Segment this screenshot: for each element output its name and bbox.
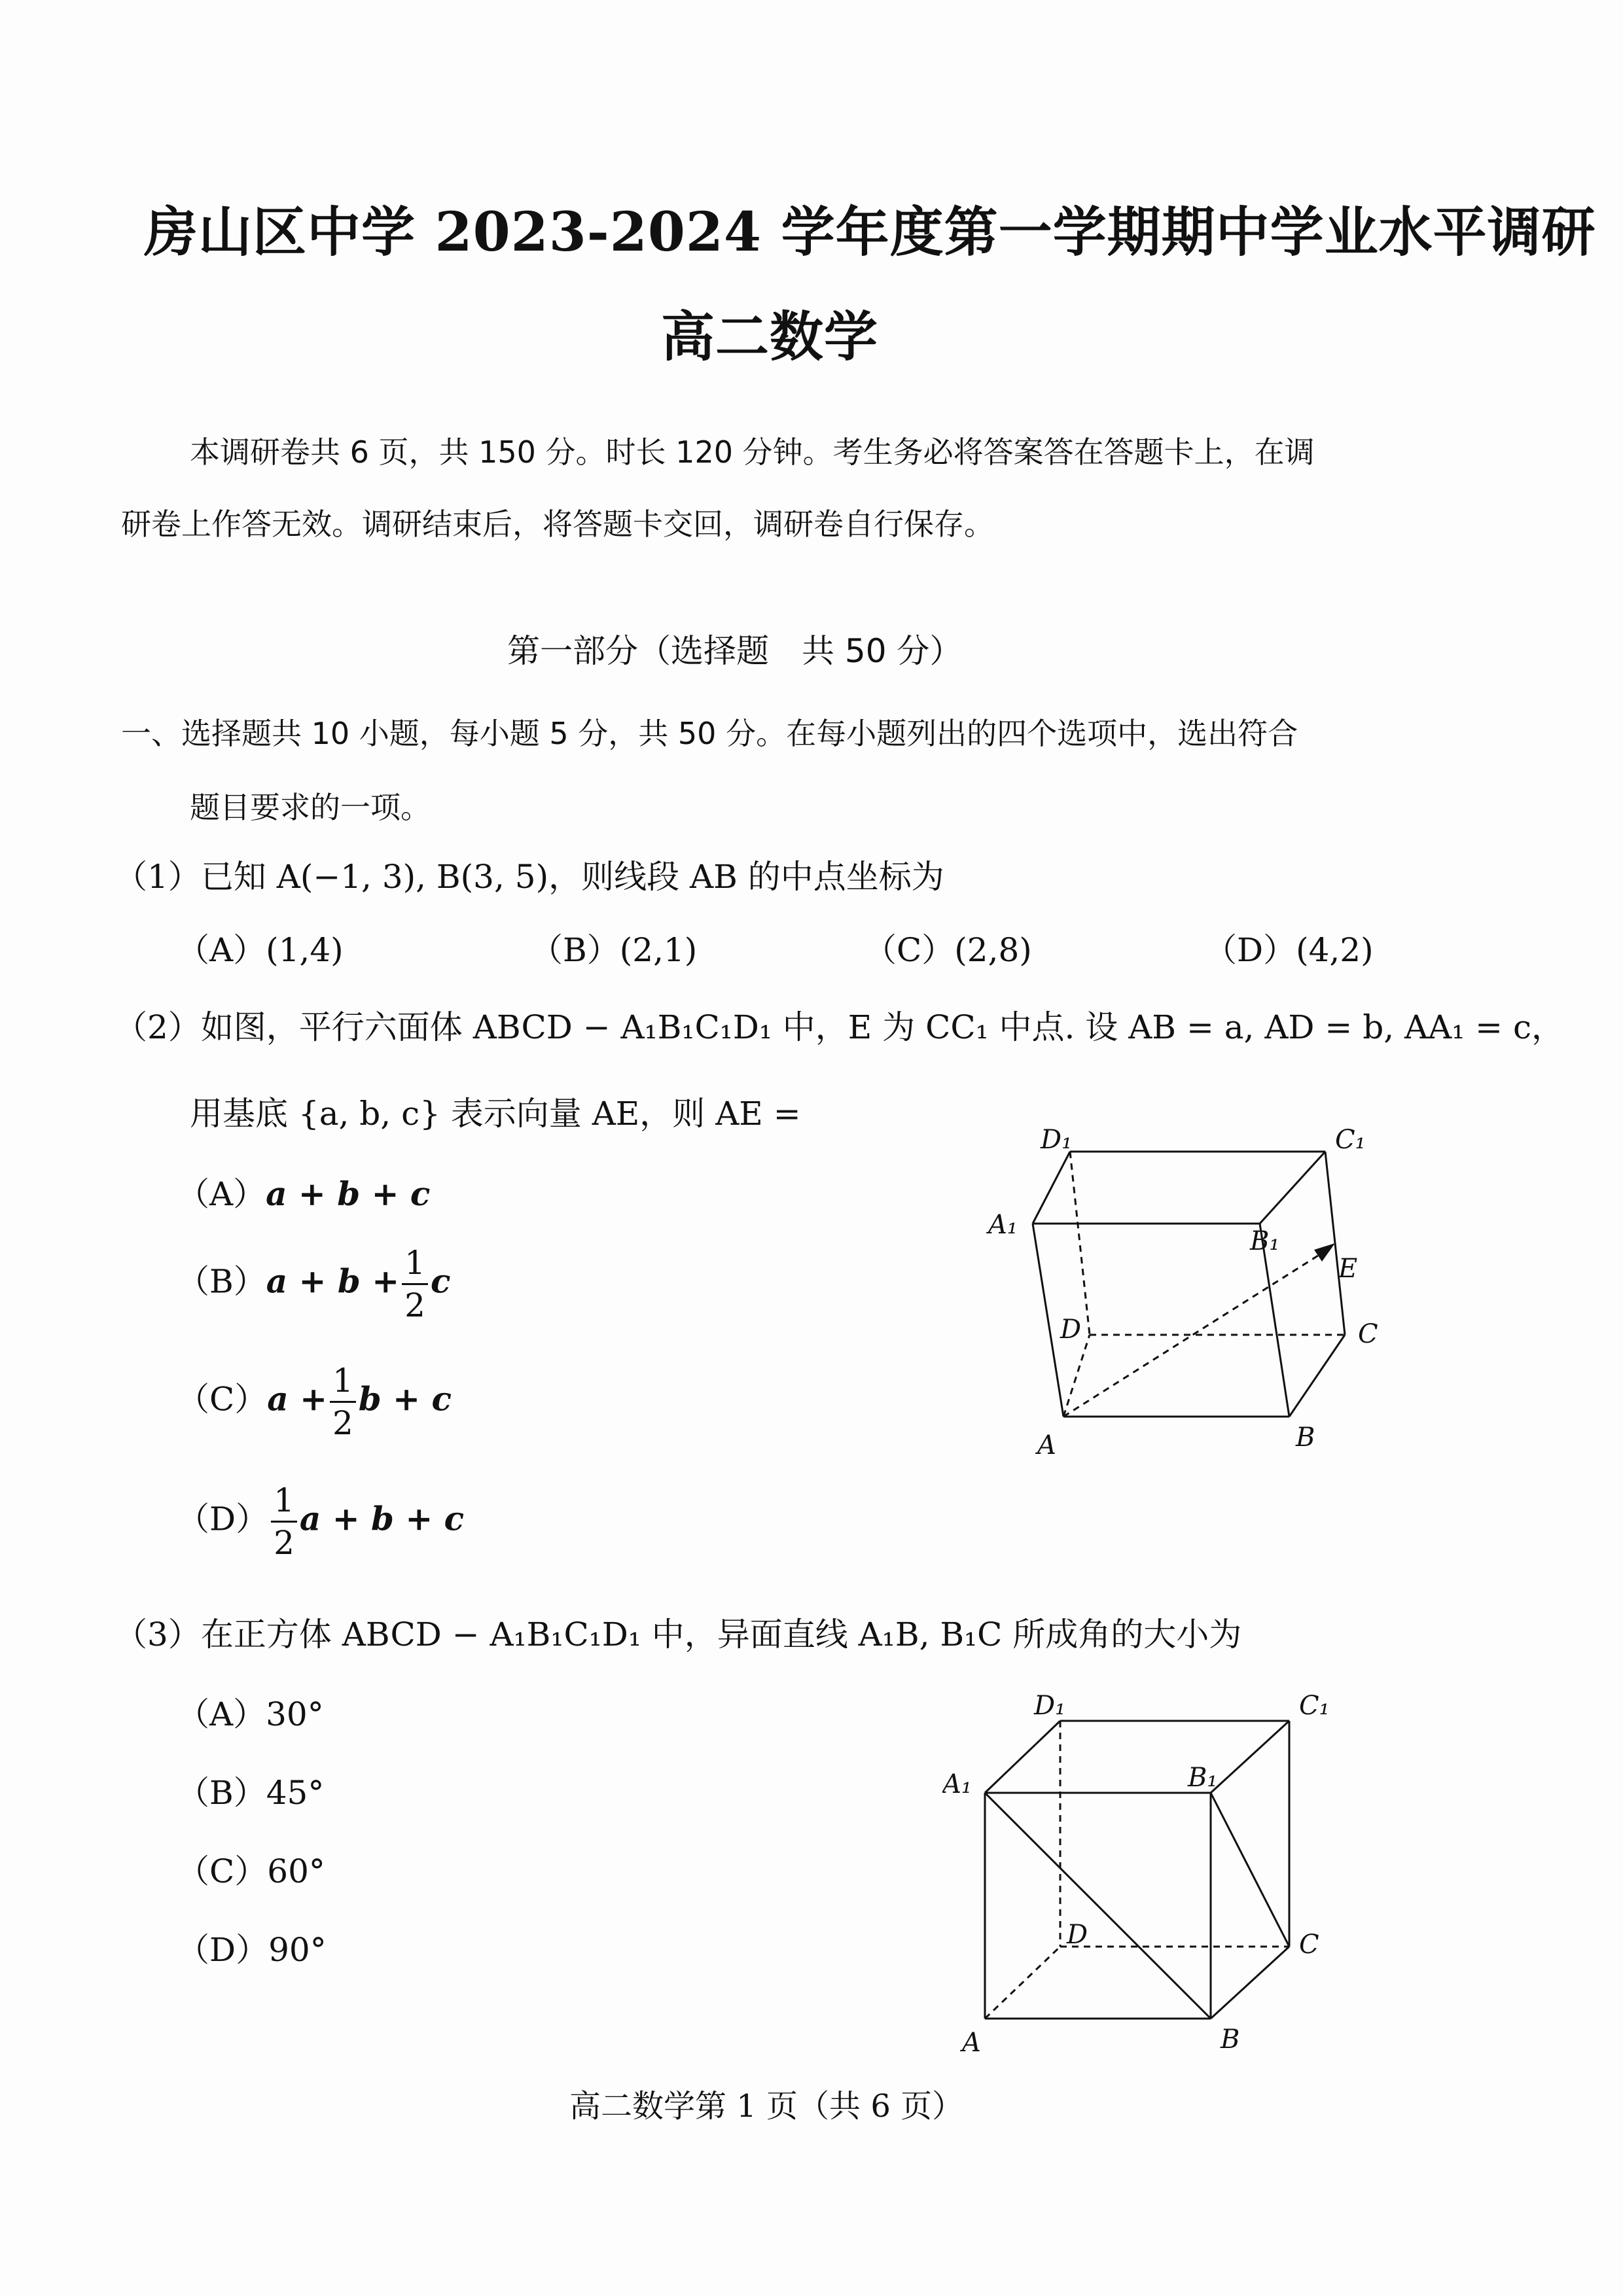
q1-option-c-label: （C）: [864, 931, 955, 969]
label-a1: A₁: [942, 1769, 972, 1799]
q2-option-c-post: b + c: [358, 1379, 452, 1419]
q2-option-c-pre: a +: [267, 1379, 327, 1419]
q3-option-b-label: （B）: [177, 1774, 266, 1812]
q3-option-c-label: （C）: [177, 1852, 268, 1890]
q2-option-d-post: a + b + c: [299, 1499, 465, 1538]
label-d: D: [1060, 1315, 1082, 1345]
edge-bc: [1289, 1335, 1345, 1417]
section-instruction-line-1: 一、选择题共 10 小题，每小题 5 分，共 50 分。在每小题列出的四个选项中，选出符合: [121, 716, 1298, 751]
q2-option-d: [177, 1481, 465, 1562]
q1-option-d-label: （D）: [1204, 931, 1296, 969]
label-b1: B₁: [1188, 1763, 1218, 1793]
q1-option-d: [1204, 924, 1374, 971]
cube-figure: [942, 1682, 1348, 2074]
label-b: B: [1296, 1422, 1315, 1453]
q2-option-c-fraction: [330, 1362, 356, 1442]
arrowhead-icon: [1314, 1243, 1335, 1262]
label-d: D: [1067, 1920, 1088, 1950]
q3-option-c: [177, 1845, 325, 1892]
edge-d1a1: [985, 1721, 1060, 1793]
q1-option-c-value: (2,8): [954, 931, 1032, 969]
q2-option-d-label: （D）: [177, 1500, 269, 1538]
edge-ad: [985, 1947, 1060, 2019]
edge-a1a: [1033, 1224, 1063, 1417]
q3-option-a-label: （A）: [177, 1695, 266, 1733]
label-c: C: [1299, 1930, 1319, 1960]
q3-option-c-value: 60°: [267, 1852, 325, 1890]
q3-option-b: [177, 1767, 324, 1814]
question-2-text-line-2: 用基底 {a, b, c} 表示向量 AE，则 AE =: [190, 1095, 801, 1133]
q2-option-d-fraction: [271, 1481, 297, 1562]
section-instruction-line-2: 题目要求的一项。: [190, 790, 431, 825]
label-e: E: [1338, 1254, 1358, 1284]
q2-option-c-denominator: 2: [332, 1404, 353, 1442]
edge-b1c1: [1260, 1152, 1325, 1224]
q2-option-a-value: a + b + c: [266, 1174, 431, 1213]
label-b: B: [1221, 2024, 1240, 2055]
edge-d1d: [1070, 1152, 1090, 1335]
question-1: [115, 851, 944, 898]
parallelepiped-figure: [982, 1112, 1400, 1479]
q2-option-d-denominator: 2: [274, 1524, 294, 1562]
q1-option-a-label: （A）: [177, 931, 266, 969]
q3-option-a-value: 30°: [266, 1695, 324, 1733]
label-a: A: [962, 2028, 981, 2058]
q3-option-d-value: 90°: [268, 1931, 327, 1969]
question-2-text-line-1: 如图，平行六面体 ABCD − A₁B₁C₁D₁ 中，E 为 CC₁ 中点. 设 AB = a, AD = b, AA₁ = c，: [200, 1008, 1564, 1046]
label-d1: D₁: [1034, 1691, 1066, 1721]
q1-option-a: [177, 924, 344, 971]
q2-option-c-numerator: 1: [330, 1364, 356, 1403]
page-footer: 高二数学第 1 页（共 6 页）: [569, 2088, 964, 2125]
section-heading: 第一部分（选择题 共 50 分）: [507, 632, 963, 670]
exam-title: 房山区中学 2023-2024 学年度第一学期期中学业水平调研: [144, 201, 1596, 264]
label-c1: C₁: [1299, 1691, 1330, 1721]
q2-option-a: [177, 1168, 430, 1215]
q3-option-d-label: （D）: [177, 1931, 269, 1969]
q1-option-b-value: (2,1): [619, 931, 698, 969]
q2-option-b-post: c: [430, 1262, 451, 1301]
q2-option-b-denominator: 2: [404, 1286, 425, 1324]
q2-option-b-label: （B）: [177, 1262, 266, 1301]
q2-option-a-label: （A）: [177, 1175, 266, 1213]
edge-bc: [1211, 1947, 1289, 2019]
edge-d1a1: [1033, 1152, 1070, 1224]
q3-option-d: [177, 1924, 327, 1971]
line-b1c: [1211, 1793, 1289, 1947]
question-2-number: （2）: [115, 1008, 201, 1046]
q1-option-b-label: （B）: [530, 931, 620, 969]
edge-ad: [1063, 1335, 1090, 1417]
label-a1: A₁: [988, 1210, 1018, 1240]
question-1-text: 已知 A(−1, 3), B(3, 5)，则线段 AB 的中点坐标为: [200, 858, 944, 896]
q3-option-a: [177, 1688, 324, 1735]
q1-option-d-value: (4,2): [1296, 931, 1374, 969]
question-1-number: （1）: [115, 858, 201, 896]
question-2: [115, 1001, 1564, 1048]
q3-option-b-value: 45°: [266, 1774, 325, 1812]
label-d1: D₁: [1041, 1125, 1073, 1155]
q1-option-a-value: (1,4): [266, 931, 344, 969]
q1-option-c: [864, 924, 1032, 971]
label-a: A: [1037, 1430, 1056, 1460]
q2-option-b-fraction: [402, 1246, 428, 1322]
question-3-number: （3）: [115, 1616, 201, 1653]
question-3-text: 在正方体 ABCD − A₁B₁C₁D₁ 中，异面直线 A₁B, B₁C 所成角的大小为: [200, 1616, 1242, 1653]
q2-option-c: [177, 1362, 452, 1442]
intro-line-2: 研卷上作答无效。调研结束后，将答题卡交回，调研卷自行保存。: [121, 506, 994, 542]
q2-option-b-pre: a + b +: [266, 1262, 400, 1301]
question-3: [115, 1608, 1241, 1655]
line-a1b: [985, 1793, 1211, 2019]
q2-option-b-numerator: 1: [402, 1246, 428, 1285]
subject-title: 高二数学: [661, 306, 879, 368]
intro-line-1: 本调研卷共 6 页，共 150 分。时长 120 分钟。考生务必将答案答在答题卡上，在调: [190, 434, 1315, 470]
q1-option-b: [530, 924, 697, 971]
edge-b1c1: [1211, 1721, 1289, 1793]
label-c: C: [1358, 1319, 1378, 1349]
q2-option-b: [177, 1246, 450, 1322]
q2-option-c-label: （C）: [177, 1380, 268, 1419]
label-c1: C₁: [1335, 1125, 1366, 1155]
label-b1: B₁: [1250, 1226, 1280, 1256]
q2-option-d-numerator: 1: [271, 1484, 297, 1523]
